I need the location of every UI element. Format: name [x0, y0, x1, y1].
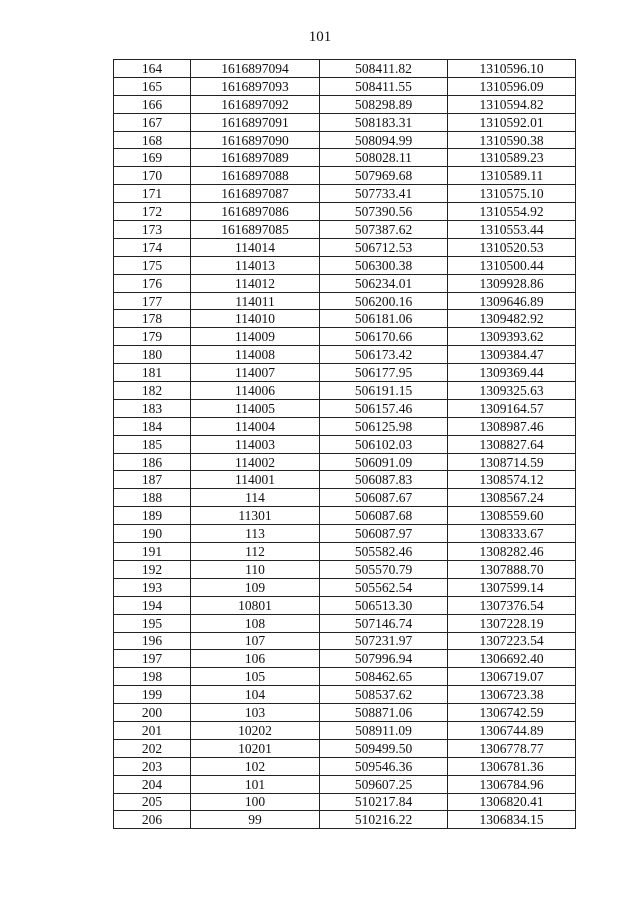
table-row — [114, 793, 576, 811]
x-coordinate-cell: 506181.06 — [320, 310, 448, 328]
point-id-cell: 114013 — [191, 256, 320, 274]
point-id-cell: 1616897089 — [191, 149, 320, 167]
y-coordinate-cell: 1306784.96 — [448, 775, 576, 793]
y-coordinate-cell: 1307228.19 — [448, 614, 576, 632]
point-id-cell: 1616897094 — [191, 60, 320, 78]
point-number-cell: 186 — [114, 453, 191, 471]
point-id-cell: 1616897092 — [191, 95, 320, 113]
x-coordinate-cell: 507969.68 — [320, 167, 448, 185]
point-number-cell: 165 — [114, 77, 191, 95]
x-coordinate-cell: 507996.94 — [320, 650, 448, 668]
y-coordinate-cell: 1309369.44 — [448, 364, 576, 382]
point-number-cell: 190 — [114, 525, 191, 543]
point-number-cell: 195 — [114, 614, 191, 632]
page-number: 101 — [308, 29, 332, 45]
point-id-cell: 10801 — [191, 596, 320, 614]
point-number-cell: 189 — [114, 507, 191, 525]
y-coordinate-cell: 1309325.63 — [448, 382, 576, 400]
y-coordinate-cell: 1308714.59 — [448, 453, 576, 471]
y-coordinate-cell: 1306723.38 — [448, 686, 576, 704]
y-coordinate-cell: 1309482.92 — [448, 310, 576, 328]
x-coordinate-cell: 506087.67 — [320, 489, 448, 507]
x-coordinate-cell: 508411.82 — [320, 60, 448, 78]
point-number-cell: 191 — [114, 543, 191, 561]
y-coordinate-cell: 1310575.10 — [448, 185, 576, 203]
point-id-cell: 114010 — [191, 310, 320, 328]
table-row — [114, 650, 576, 668]
table-row — [114, 203, 576, 221]
table-row — [114, 560, 576, 578]
table-row — [114, 417, 576, 435]
table-row — [114, 149, 576, 167]
point-id-cell: 114003 — [191, 435, 320, 453]
table-row — [114, 292, 576, 310]
y-coordinate-cell: 1309384.47 — [448, 346, 576, 364]
point-number-cell: 176 — [114, 274, 191, 292]
point-number-cell: 174 — [114, 238, 191, 256]
point-id-cell: 1616897090 — [191, 131, 320, 149]
point-id-cell: 106 — [191, 650, 320, 668]
x-coordinate-cell: 508183.31 — [320, 113, 448, 131]
point-number-cell: 196 — [114, 632, 191, 650]
table-row — [114, 238, 576, 256]
table-row — [114, 704, 576, 722]
point-id-cell: 114001 — [191, 471, 320, 489]
point-number-cell: 197 — [114, 650, 191, 668]
y-coordinate-cell: 1307599.14 — [448, 578, 576, 596]
point-id-cell: 112 — [191, 543, 320, 561]
table-row — [114, 525, 576, 543]
table-row — [114, 668, 576, 686]
point-number-cell: 205 — [114, 793, 191, 811]
point-number-cell: 200 — [114, 704, 191, 722]
point-id-cell: 114011 — [191, 292, 320, 310]
point-id-cell: 114008 — [191, 346, 320, 364]
x-coordinate-cell: 506091.09 — [320, 453, 448, 471]
table-row — [114, 328, 576, 346]
table-row — [114, 167, 576, 185]
point-number-cell: 179 — [114, 328, 191, 346]
point-id-cell: 102 — [191, 757, 320, 775]
point-id-cell: 113 — [191, 525, 320, 543]
point-number-cell: 185 — [114, 435, 191, 453]
table-row — [114, 775, 576, 793]
y-coordinate-cell: 1308282.46 — [448, 543, 576, 561]
x-coordinate-cell: 507390.56 — [320, 203, 448, 221]
y-coordinate-cell: 1308574.12 — [448, 471, 576, 489]
y-coordinate-cell: 1306778.77 — [448, 739, 576, 757]
y-coordinate-cell: 1310590.38 — [448, 131, 576, 149]
point-id-cell: 107 — [191, 632, 320, 650]
x-coordinate-cell: 508028.11 — [320, 149, 448, 167]
y-coordinate-cell: 1308827.64 — [448, 435, 576, 453]
point-id-cell: 99 — [191, 811, 320, 829]
point-id-cell: 104 — [191, 686, 320, 704]
x-coordinate-cell: 509499.50 — [320, 739, 448, 757]
x-coordinate-cell: 509607.25 — [320, 775, 448, 793]
x-coordinate-cell: 508871.06 — [320, 704, 448, 722]
point-number-cell: 180 — [114, 346, 191, 364]
point-number-cell: 172 — [114, 203, 191, 221]
x-coordinate-cell: 507146.74 — [320, 614, 448, 632]
x-coordinate-cell: 506513.30 — [320, 596, 448, 614]
y-coordinate-cell: 1308333.67 — [448, 525, 576, 543]
point-id-cell: 114014 — [191, 238, 320, 256]
y-coordinate-cell: 1310596.09 — [448, 77, 576, 95]
x-coordinate-cell: 506191.15 — [320, 382, 448, 400]
table-row — [114, 95, 576, 113]
x-coordinate-cell: 510217.84 — [320, 793, 448, 811]
y-coordinate-cell: 1310500.44 — [448, 256, 576, 274]
point-number-cell: 202 — [114, 739, 191, 757]
table-row — [114, 543, 576, 561]
point-number-cell: 184 — [114, 417, 191, 435]
point-number-cell: 166 — [114, 95, 191, 113]
y-coordinate-cell: 1309393.62 — [448, 328, 576, 346]
x-coordinate-cell: 507733.41 — [320, 185, 448, 203]
x-coordinate-cell: 505562.54 — [320, 578, 448, 596]
point-id-cell: 109 — [191, 578, 320, 596]
table-row — [114, 382, 576, 400]
y-coordinate-cell: 1307888.70 — [448, 560, 576, 578]
y-coordinate-cell: 1310589.23 — [448, 149, 576, 167]
point-id-cell: 1616897086 — [191, 203, 320, 221]
y-coordinate-cell: 1306692.40 — [448, 650, 576, 668]
point-number-cell: 192 — [114, 560, 191, 578]
table-row — [114, 77, 576, 95]
x-coordinate-cell: 508462.65 — [320, 668, 448, 686]
point-id-cell: 114007 — [191, 364, 320, 382]
y-coordinate-cell: 1306781.36 — [448, 757, 576, 775]
y-coordinate-cell: 1308559.60 — [448, 507, 576, 525]
point-id-cell: 114004 — [191, 417, 320, 435]
y-coordinate-cell: 1308987.46 — [448, 417, 576, 435]
point-id-cell: 110 — [191, 560, 320, 578]
y-coordinate-cell: 1310592.01 — [448, 113, 576, 131]
point-id-cell: 114012 — [191, 274, 320, 292]
table-row — [114, 131, 576, 149]
point-id-cell: 1616897088 — [191, 167, 320, 185]
table-row — [114, 811, 576, 829]
table-row — [114, 453, 576, 471]
point-number-cell: 198 — [114, 668, 191, 686]
y-coordinate-cell: 1306834.15 — [448, 811, 576, 829]
table-row — [114, 346, 576, 364]
point-id-cell: 1616897091 — [191, 113, 320, 131]
x-coordinate-cell: 506234.01 — [320, 274, 448, 292]
table-row — [114, 399, 576, 417]
point-id-cell: 10202 — [191, 721, 320, 739]
table-row — [114, 221, 576, 239]
x-coordinate-cell: 506170.66 — [320, 328, 448, 346]
table-row — [114, 256, 576, 274]
x-coordinate-cell: 506087.68 — [320, 507, 448, 525]
table-row — [114, 113, 576, 131]
point-number-cell: 164 — [114, 60, 191, 78]
y-coordinate-cell: 1306742.59 — [448, 704, 576, 722]
table-row — [114, 435, 576, 453]
point-id-cell: 101 — [191, 775, 320, 793]
y-coordinate-cell: 1309928.86 — [448, 274, 576, 292]
point-id-cell: 114009 — [191, 328, 320, 346]
table-row — [114, 614, 576, 632]
x-coordinate-cell: 508911.09 — [320, 721, 448, 739]
y-coordinate-cell: 1307376.54 — [448, 596, 576, 614]
point-number-cell: 169 — [114, 149, 191, 167]
point-number-cell: 177 — [114, 292, 191, 310]
point-number-cell: 203 — [114, 757, 191, 775]
table-body — [114, 60, 576, 829]
point-id-cell: 1616897093 — [191, 77, 320, 95]
x-coordinate-cell: 510216.22 — [320, 811, 448, 829]
x-coordinate-cell: 506157.46 — [320, 399, 448, 417]
table-row — [114, 471, 576, 489]
table-row — [114, 274, 576, 292]
point-id-cell: 1616897085 — [191, 221, 320, 239]
point-number-cell: 187 — [114, 471, 191, 489]
point-number-cell: 193 — [114, 578, 191, 596]
point-number-cell: 183 — [114, 399, 191, 417]
point-id-cell: 100 — [191, 793, 320, 811]
point-id-cell: 103 — [191, 704, 320, 722]
y-coordinate-cell: 1308567.24 — [448, 489, 576, 507]
point-number-cell: 201 — [114, 721, 191, 739]
table-row — [114, 507, 576, 525]
y-coordinate-cell: 1310520.53 — [448, 238, 576, 256]
table-row — [114, 721, 576, 739]
x-coordinate-cell: 508411.55 — [320, 77, 448, 95]
x-coordinate-cell: 507387.62 — [320, 221, 448, 239]
y-coordinate-cell: 1309164.57 — [448, 399, 576, 417]
point-number-cell: 170 — [114, 167, 191, 185]
y-coordinate-cell: 1310554.92 — [448, 203, 576, 221]
x-coordinate-cell: 509546.36 — [320, 757, 448, 775]
point-number-cell: 206 — [114, 811, 191, 829]
table-row — [114, 364, 576, 382]
table-row — [114, 757, 576, 775]
x-coordinate-cell: 506125.98 — [320, 417, 448, 435]
table-row — [114, 739, 576, 757]
point-id-cell: 108 — [191, 614, 320, 632]
point-number-cell: 173 — [114, 221, 191, 239]
table-row — [114, 185, 576, 203]
table-row — [114, 686, 576, 704]
x-coordinate-cell: 505570.79 — [320, 560, 448, 578]
point-id-cell: 114 — [191, 489, 320, 507]
y-coordinate-cell: 1307223.54 — [448, 632, 576, 650]
point-number-cell: 194 — [114, 596, 191, 614]
x-coordinate-cell: 506177.95 — [320, 364, 448, 382]
x-coordinate-cell: 506087.83 — [320, 471, 448, 489]
x-coordinate-cell: 506102.03 — [320, 435, 448, 453]
y-coordinate-cell: 1310594.82 — [448, 95, 576, 113]
x-coordinate-cell: 506173.42 — [320, 346, 448, 364]
y-coordinate-cell: 1306719.07 — [448, 668, 576, 686]
point-id-cell: 114006 — [191, 382, 320, 400]
x-coordinate-cell: 506200.16 — [320, 292, 448, 310]
point-id-cell: 1616897087 — [191, 185, 320, 203]
y-coordinate-cell: 1306820.41 — [448, 793, 576, 811]
x-coordinate-cell: 506300.38 — [320, 256, 448, 274]
point-id-cell: 105 — [191, 668, 320, 686]
table-row — [114, 60, 576, 78]
point-number-cell: 168 — [114, 131, 191, 149]
x-coordinate-cell: 506712.53 — [320, 238, 448, 256]
table-row — [114, 310, 576, 328]
table-row — [114, 632, 576, 650]
point-number-cell: 175 — [114, 256, 191, 274]
point-number-cell: 182 — [114, 382, 191, 400]
y-coordinate-cell: 1310589.11 — [448, 167, 576, 185]
point-number-cell: 199 — [114, 686, 191, 704]
y-coordinate-cell: 1310553.44 — [448, 221, 576, 239]
x-coordinate-cell: 505582.46 — [320, 543, 448, 561]
point-number-cell: 171 — [114, 185, 191, 203]
x-coordinate-cell: 508094.99 — [320, 131, 448, 149]
point-id-cell: 114002 — [191, 453, 320, 471]
point-id-cell: 10201 — [191, 739, 320, 757]
x-coordinate-cell: 507231.97 — [320, 632, 448, 650]
point-number-cell: 188 — [114, 489, 191, 507]
point-number-cell: 204 — [114, 775, 191, 793]
x-coordinate-cell: 508537.62 — [320, 686, 448, 704]
point-number-cell: 167 — [114, 113, 191, 131]
x-coordinate-cell: 506087.97 — [320, 525, 448, 543]
point-id-cell: 114005 — [191, 399, 320, 417]
y-coordinate-cell: 1306744.89 — [448, 721, 576, 739]
x-coordinate-cell: 508298.89 — [320, 95, 448, 113]
point-number-cell: 181 — [114, 364, 191, 382]
y-coordinate-cell: 1309646.89 — [448, 292, 576, 310]
point-number-cell: 178 — [114, 310, 191, 328]
table-row — [114, 596, 576, 614]
y-coordinate-cell: 1310596.10 — [448, 60, 576, 78]
table-row — [114, 489, 576, 507]
coordinates-table — [113, 59, 576, 829]
point-id-cell: 11301 — [191, 507, 320, 525]
table-row — [114, 578, 576, 596]
